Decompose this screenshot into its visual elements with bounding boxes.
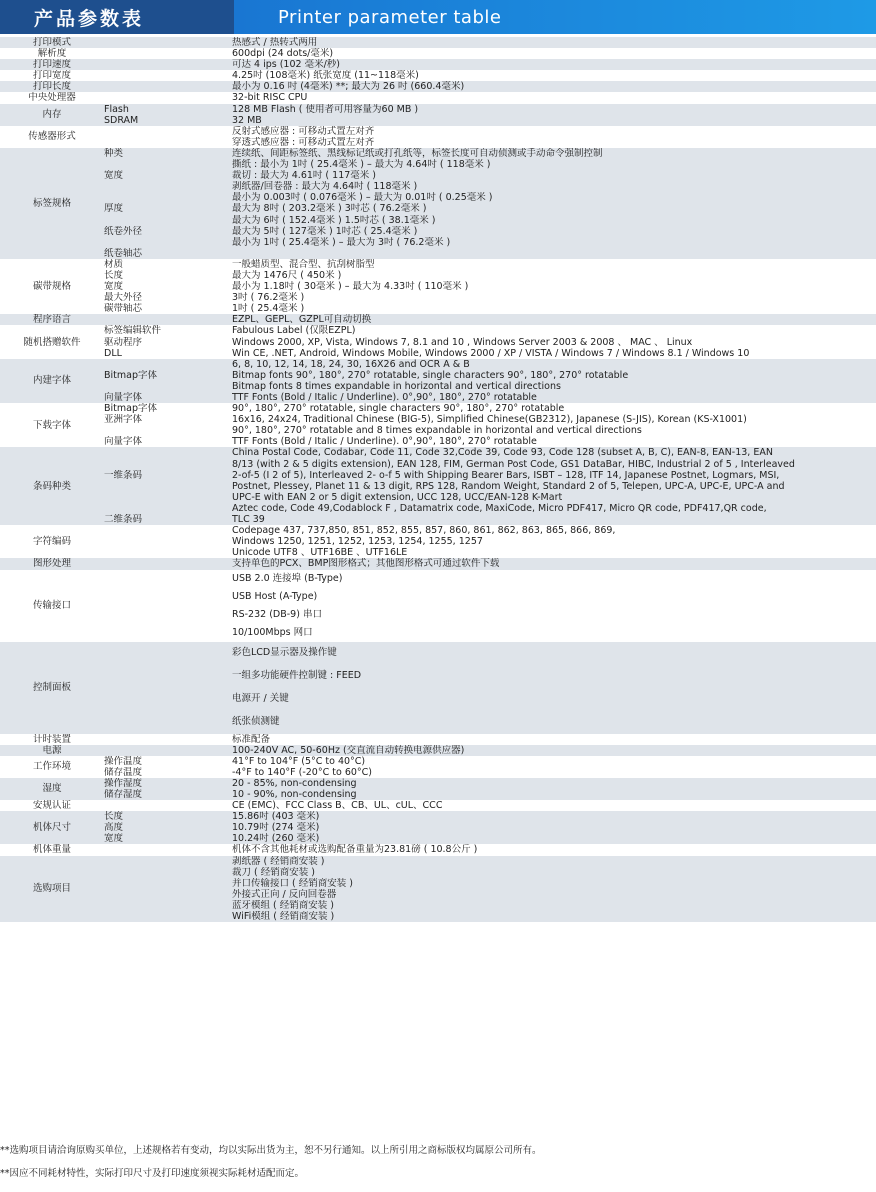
spec-subcategory (104, 525, 232, 536)
spec-subcategory (104, 314, 232, 325)
spec-value: TTF Fonts (Bold / Italic / Underline). 0°,90°, 180°, 270° rotatable (232, 392, 876, 403)
spec-value: Bitmap fonts 8 times expandable in horizontal and vertical directions (232, 381, 876, 392)
spec-row (0, 822, 876, 833)
spec-value: 支持单色的PCX、BMP图形格式；其他图形格式可通过软件下载 (232, 558, 876, 569)
spec-value: Bitmap fonts 90°, 180°, 270° rotatable, single characters 90°, 180°, 270° rotatable (232, 370, 876, 381)
spec-row (0, 525, 876, 536)
spec-row (0, 811, 876, 822)
spec-value: 10/100Mbps 网口 (232, 624, 876, 642)
spec-category: 传感器形式 (0, 126, 104, 148)
spec-category: 工作环境 (0, 756, 104, 778)
spec-row (0, 767, 876, 778)
spec-subcategory: 储存温度 (104, 767, 232, 778)
spec-table-body (0, 37, 876, 922)
spec-category: 碳带规格 (0, 259, 104, 314)
spec-subcategory (104, 745, 232, 756)
spec-value: 128 MB Flash ( 使用者可用容量为60 MB ) (232, 104, 876, 115)
spec-row (0, 624, 876, 642)
spec-value: 穿透式感应器 : 可移动式置左对齐 (232, 137, 876, 148)
spec-value: CE (EMC)、FCC Class B、CB、UL、cUL、CCC (232, 800, 876, 811)
spec-row (0, 126, 876, 137)
spec-subcategory (104, 481, 232, 492)
spec-value: 90°, 180°, 270° rotatable, single characters 90°, 180°, 270° rotatable (232, 403, 876, 414)
spec-row (0, 203, 876, 214)
spec-value: 最大为 1476尺 ( 450米 ) (232, 270, 876, 281)
spec-value: 10.79吋 (274 毫米) (232, 822, 876, 833)
spec-row (0, 37, 876, 48)
spec-subcategory: 驱动程序 (104, 337, 232, 348)
spec-subcategory (104, 856, 232, 867)
footnotes (0, 1139, 876, 1185)
spec-row (0, 606, 876, 624)
spec-subcategory: 长度 (104, 811, 232, 822)
spec-value: Win CE, .NET, Android, Windows Mobile, Windows 2000 / XP / VISTA / Windows 7 / Windows 8.1 / Windows 10 (232, 348, 876, 359)
spec-value: UPC-E with EAN 2 or 5 digit extension, UCC 128, UCC/EAN-128 K-Mart (232, 492, 876, 503)
spec-value: 1吋 ( 25.4毫米 ) (232, 303, 876, 314)
spec-subcategory: 纸卷外径 (104, 226, 232, 237)
spec-row (0, 492, 876, 503)
spec-value: 纸张侦测键 (232, 711, 876, 734)
spec-value (232, 248, 876, 259)
spec-value: 最大为 5吋 ( 127毫米 ) 1吋芯 ( 25.4毫米 ) (232, 226, 876, 237)
spec-subcategory (104, 547, 232, 558)
spec-subcategory: 标签编辑软件 (104, 325, 232, 336)
spec-subcategory (104, 159, 232, 170)
spec-value: Unicode UTF8 、UTF16BE 、UTF16LE (232, 547, 876, 558)
spec-value: Windows 1250, 1251, 1252, 1253, 1254, 1255, 1257 (232, 536, 876, 547)
spec-subcategory (104, 92, 232, 103)
spec-subcategory (104, 215, 232, 226)
spec-row (0, 547, 876, 558)
spec-row (0, 281, 876, 292)
spec-category: 条码种类 (0, 447, 104, 525)
spec-category: 随机搭赠软件 (0, 325, 104, 358)
spec-category: 打印长度 (0, 81, 104, 92)
spec-row (0, 911, 876, 922)
spec-row (0, 92, 876, 103)
spec-row (0, 867, 876, 878)
spec-row (0, 789, 876, 800)
spec-row (0, 159, 876, 170)
spec-row (0, 115, 876, 126)
spec-subcategory (104, 459, 232, 470)
spec-subcategory (104, 711, 232, 734)
spec-subcategory (104, 181, 232, 192)
spec-row (0, 303, 876, 314)
spec-row (0, 237, 876, 248)
spec-row (0, 370, 876, 381)
spec-category: 下载字体 (0, 403, 104, 447)
spec-value: 20 - 85%, non-condensing (232, 778, 876, 789)
spec-value: 热感式 / 热转式两用 (232, 37, 876, 48)
spec-category: 解析度 (0, 48, 104, 59)
spec-value: 最小为 1.18吋 ( 30毫米 ) – 最大为 4.33吋 ( 110毫米 ) (232, 281, 876, 292)
spec-row (0, 270, 876, 281)
spec-row (0, 459, 876, 470)
spec-value: 最小为 0.003吋 ( 0.076毫米 ) – 最大为 0.01吋 ( 0.25毫米 ) (232, 192, 876, 203)
spec-subcategory: DLL (104, 348, 232, 359)
spec-category: 标签规格 (0, 148, 104, 259)
spec-subcategory (104, 359, 232, 370)
spec-value: 41°F to 104°F (5°C to 40°C) (232, 756, 876, 767)
spec-row (0, 414, 876, 425)
spec-value: 并口传输接口 ( 经销商安装 ) (232, 878, 876, 889)
spec-row (0, 833, 876, 844)
spec-row (0, 392, 876, 403)
spec-subcategory (104, 844, 232, 855)
spec-row (0, 570, 876, 588)
spec-subcategory (104, 192, 232, 203)
spec-row (0, 170, 876, 181)
spec-row (0, 558, 876, 569)
spec-subcategory: 操作温度 (104, 756, 232, 767)
spec-row (0, 756, 876, 767)
spec-value: 连续纸、间距标签纸、黑线标记纸或打孔纸等，标签长度可自动侦测或手动命令强制控制 (232, 148, 876, 159)
spec-subcategory: 亚洲字体 (104, 414, 232, 425)
spec-row (0, 215, 876, 226)
spec-subcategory (104, 536, 232, 547)
spec-subcategory: 长度 (104, 270, 232, 281)
spec-value: 蓝牙模组 ( 经销商安装 ) (232, 900, 876, 911)
spec-row (0, 800, 876, 811)
spec-value: 外接式正向 / 反向回卷器 (232, 889, 876, 900)
spec-value: 32-bit RISC CPU (232, 92, 876, 103)
spec-row (0, 359, 876, 370)
spec-row (0, 381, 876, 392)
spec-subcategory: 高度 (104, 822, 232, 833)
spec-row (0, 778, 876, 789)
spec-row (0, 734, 876, 745)
spec-value: 4.25吋 (108毫米) 纸张宽度 (11~118毫米) (232, 70, 876, 81)
spec-row (0, 137, 876, 148)
spec-row (0, 844, 876, 855)
spec-subcategory: Bitmap字体 (104, 403, 232, 414)
spec-value: 一组多功能硬件控制键 : FEED (232, 665, 876, 688)
spec-value: 2-of-5 (I 2 of 5), Interleaved 2- o-f 5 with Shipping Bearer Bars, ISBT – 128, ITF 14, Japanese Postnet, Logmars, MSI, (232, 470, 876, 481)
spec-value: 6, 8, 10, 12, 14, 18, 24, 30, 16X26 and OCR A & B (232, 359, 876, 370)
title-en: Printer parameter table (234, 0, 876, 34)
spec-subcategory (104, 70, 232, 81)
spec-value: Fabulous Label (仅限EZPL) (232, 325, 876, 336)
spec-subcategory: 向量字体 (104, 436, 232, 447)
spec-subcategory: SDRAM (104, 115, 232, 126)
spec-subcategory (104, 503, 232, 514)
spec-subcategory (104, 558, 232, 569)
spec-category: 内存 (0, 104, 104, 126)
spec-value: 标准配备 (232, 734, 876, 745)
spec-value: 8/13 (with 2 & 5 digits extension), EAN 128, FIM, German Post Code, GS1 DataBar, HIBC, Industrial 2 of 5 , Interleaved (232, 459, 876, 470)
spec-row (0, 642, 876, 665)
spec-subcategory (104, 137, 232, 148)
spec-value: 彩色LCD显示器及操作键 (232, 642, 876, 665)
spec-subcategory (104, 688, 232, 711)
spec-value: 撕纸 : 最小为 1吋 ( 25.4毫米 ) – 最大为 4.64吋 ( 118毫米 ) (232, 159, 876, 170)
spec-category: 打印宽度 (0, 70, 104, 81)
spec-subcategory (104, 570, 232, 588)
spec-subcategory (104, 588, 232, 606)
spec-value: RS-232 (DB-9) 串口 (232, 606, 876, 624)
spec-value: 反射式感应器 : 可移动式置左对齐 (232, 126, 876, 137)
spec-row (0, 503, 876, 514)
spec-category: 中央处理器 (0, 92, 104, 103)
spec-value: 电源开 / 关键 (232, 688, 876, 711)
spec-value: Postnet, Plessey, Planet 11 & 13 digit, RPS 128, Random Weight, Standard 2 of 5, Telepen, UPC-A, UPC-E, UPC-A and (232, 481, 876, 492)
page-header (0, 0, 876, 34)
spec-value: 15.86吋 (403 毫米) (232, 811, 876, 822)
spec-value: Aztec code, Code 49,Codablock F , Datamatrix code, MaxiCode, Micro PDF417, Micro QR code, PDF417,QR code, (232, 503, 876, 514)
spec-value: WiFi模组 ( 经销商安装 ) (232, 911, 876, 922)
spec-subcategory: 宽度 (104, 170, 232, 181)
spec-row (0, 536, 876, 547)
spec-row (0, 81, 876, 92)
spec-subcategory (104, 48, 232, 59)
spec-category: 电源 (0, 745, 104, 756)
spec-category: 控制面板 (0, 642, 104, 734)
spec-value: USB 2.0 连接埠 (B-Type) (232, 570, 876, 588)
spec-subcategory (104, 59, 232, 70)
spec-value: 裁刀 ( 经销商安装 ) (232, 867, 876, 878)
spec-subcategory: 操作湿度 (104, 778, 232, 789)
spec-value: 100-240V AC, 50-60Hz (交直流自动转换电源供应器) (232, 745, 876, 756)
spec-subcategory: 种类 (104, 148, 232, 159)
spec-row (0, 665, 876, 688)
spec-row (0, 192, 876, 203)
spec-subcategory (104, 642, 232, 665)
spec-category: 传输接口 (0, 570, 104, 642)
spec-value: 最大为 8吋 ( 203.2毫米 ) 3吋芯 ( 76.2毫米 ) (232, 203, 876, 214)
spec-subcategory (104, 237, 232, 248)
spec-value: 3吋 ( 76.2毫米 ) (232, 292, 876, 303)
spec-value: TTF Fonts (Bold / Italic / Underline). 0°,90°, 180°, 270° rotatable (232, 436, 876, 447)
spec-subcategory (104, 492, 232, 503)
spec-category: 打印速度 (0, 59, 104, 70)
spec-subcategory: 材质 (104, 259, 232, 270)
spec-subcategory (104, 381, 232, 392)
spec-value: 600dpi (24 dots/毫米) (232, 48, 876, 59)
spec-row (0, 889, 876, 900)
spec-value: 机体不含其他耗材或选购配备重量为23.81磅 ( 10.8公斤 ) (232, 844, 876, 855)
spec-subcategory (104, 867, 232, 878)
spec-value: TLC 39 (232, 514, 876, 525)
spec-row (0, 470, 876, 481)
spec-row (0, 403, 876, 414)
spec-subcategory: 纸卷轴芯 (104, 248, 232, 259)
spec-row (0, 425, 876, 436)
spec-subcategory: 一维条码 (104, 470, 232, 481)
spec-row (0, 226, 876, 237)
spec-row (0, 70, 876, 81)
spec-value: 16x16, 24x24, Traditional Chinese (BIG-5), Simplified Chinese(GB2312), Japanese (S-JIS), Korean (KS-X1001) (232, 414, 876, 425)
spec-subcategory: 最大外径 (104, 292, 232, 303)
spec-row (0, 259, 876, 270)
spec-value: 可达 4 ips (102 毫米/秒) (232, 59, 876, 70)
spec-row (0, 48, 876, 59)
spec-category: 湿度 (0, 778, 104, 800)
spec-value: 32 MB (232, 115, 876, 126)
spec-row (0, 148, 876, 159)
spec-value: Codepage 437, 737,850, 851, 852, 855, 857, 860, 861, 862, 863, 865, 866, 869, (232, 525, 876, 536)
spec-subcategory (104, 37, 232, 48)
spec-row (0, 181, 876, 192)
spec-category: 机体重量 (0, 844, 104, 855)
spec-subcategory (104, 81, 232, 92)
spec-category: 机体尺寸 (0, 811, 104, 844)
spec-subcategory (104, 624, 232, 642)
title-cn: 产品参数表 (0, 0, 234, 34)
spec-subcategory (104, 900, 232, 911)
spec-category: 程序语言 (0, 314, 104, 325)
spec-row (0, 292, 876, 303)
spec-row (0, 248, 876, 259)
spec-value: 一般蜡质型、混合型、抗刮树脂型 (232, 259, 876, 270)
spec-subcategory (104, 911, 232, 922)
spec-category: 安规认证 (0, 800, 104, 811)
spec-row (0, 337, 876, 348)
spec-subcategory (104, 447, 232, 458)
spec-row (0, 436, 876, 447)
spec-value: 10 - 90%, non-condensing (232, 789, 876, 800)
spec-value: China Postal Code, Codabar, Code 11, Code 32,Code 39, Code 93, Code 128 (subset A, B, C), EAN-8, EAN-13, EAN (232, 447, 876, 458)
spec-category: 打印模式 (0, 37, 104, 48)
spec-subcategory: Flash (104, 104, 232, 115)
spec-value: 剥纸器 ( 经销商安装 ) (232, 856, 876, 867)
spec-row (0, 447, 876, 458)
spec-row (0, 745, 876, 756)
spec-row (0, 688, 876, 711)
spec-subcategory (104, 800, 232, 811)
spec-value: 剥纸器/回卷器 : 最大为 4.64吋 ( 118毫米 ) (232, 181, 876, 192)
spec-subcategory (104, 665, 232, 688)
spec-subcategory (104, 734, 232, 745)
spec-row (0, 325, 876, 336)
spec-category: 选购项目 (0, 856, 104, 923)
spec-value: 裁切 : 最大为 4.61吋 ( 117毫米 ) (232, 170, 876, 181)
footnote-1: **选购项目请洽询原购买单位，上述规格若有变动，均以实际出货为主，恕不另行通知。以上所引用之商标版权均属原公司所有。 (0, 1145, 542, 1156)
spec-row (0, 588, 876, 606)
spec-value: 90°, 180°, 270° rotatable and 8 times expandable in horizontal and vertical directions (232, 425, 876, 436)
spec-value: Windows 2000, XP, Vista, Windows 7, 8.1 and 10 , Windows Server 2003 & 2008 、 MAC 、 Linux (232, 337, 876, 348)
spec-value: 最小为 0.16 吋 (4毫米) **; 最大为 26 吋 (660.4毫米) (232, 81, 876, 92)
spec-value: EZPL、GEPL、GZPL可自动切换 (232, 314, 876, 325)
spec-subcategory: 二维条码 (104, 514, 232, 525)
spec-row (0, 59, 876, 70)
spec-row (0, 348, 876, 359)
spec-category: 字符编码 (0, 525, 104, 558)
spec-subcategory (104, 606, 232, 624)
spec-value: USB Host (A-Type) (232, 588, 876, 606)
spec-subcategory: 宽度 (104, 833, 232, 844)
spec-value: -4°F to 140°F (-20°C to 60°C) (232, 767, 876, 778)
spec-row (0, 314, 876, 325)
spec-subcategory: 储存湿度 (104, 789, 232, 800)
spec-row (0, 856, 876, 867)
spec-subcategory (104, 889, 232, 900)
spec-subcategory: 厚度 (104, 203, 232, 214)
spec-value: 最大为 6吋 ( 152.4毫米 ) 1.5吋芯 ( 38.1毫米 ) (232, 215, 876, 226)
spec-subcategory: 向量字体 (104, 392, 232, 403)
spec-row (0, 514, 876, 525)
spec-row (0, 900, 876, 911)
spec-subcategory: 碳带轴芯 (104, 303, 232, 314)
spec-subcategory (104, 878, 232, 889)
spec-subcategory (104, 425, 232, 436)
spec-category: 计时装置 (0, 734, 104, 745)
spec-table (0, 37, 876, 922)
spec-subcategory: 宽度 (104, 281, 232, 292)
spec-category: 内建字体 (0, 359, 104, 403)
spec-value: 10.24吋 (260 毫米) (232, 833, 876, 844)
spec-row (0, 481, 876, 492)
footnote-2: **因应不同耗材特性，实际打印尺寸及打印速度须视实际耗材适配而定。 (0, 1168, 305, 1179)
spec-row (0, 878, 876, 889)
spec-value: 最小为 1吋 ( 25.4毫米 ) – 最大为 3吋 ( 76.2毫米 ) (232, 237, 876, 248)
spec-subcategory (104, 126, 232, 137)
spec-category: 图形处理 (0, 558, 104, 569)
spec-row (0, 711, 876, 734)
spec-row (0, 104, 876, 115)
spec-subcategory: Bitmap字体 (104, 370, 232, 381)
